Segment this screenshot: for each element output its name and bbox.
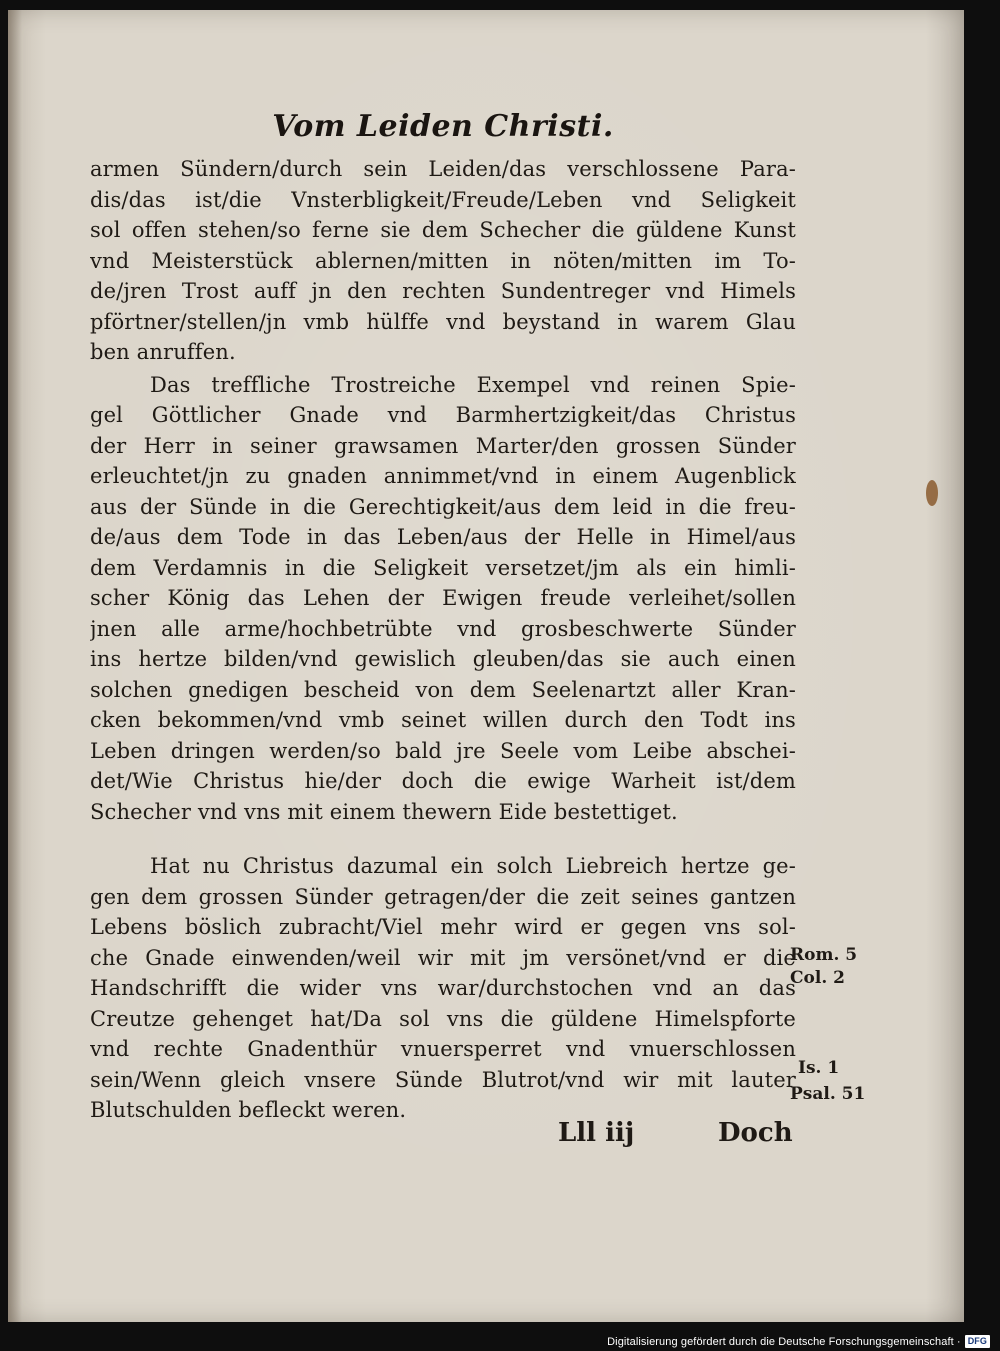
text-line: dis/das ist/die Vnsterbligkeit/Freude/Leben vnd Seligkeit — [90, 187, 796, 212]
signature-mark: Lll iij — [558, 1118, 635, 1148]
text-line: armen Sündern/durch sein Leiden/das verschlossene Para- — [90, 157, 796, 181]
text-line: de/aus dem Tode in das Leben/aus der Helle in Himel/aus — [90, 525, 796, 549]
text-line: scher König das Lehen der Ewigen freude verleihet/sollen — [90, 586, 796, 610]
text-line: ins hertze bilden/vnd gewislich gleuben/das sie auch einen — [90, 647, 796, 671]
text-line: gen dem grossen Sünder getragen/der die zeit seines gantzen — [90, 884, 796, 909]
marginal-note-psal: Psal. 51 — [790, 1084, 866, 1104]
text-line: det/Wie Christus hie/der doch die ewige Warheit ist/dem — [90, 769, 796, 793]
text-line: Das treffliche Trostreiche Exempel vnd reinen Spie- — [150, 372, 796, 397]
text-line: solchen gnedigen bescheid von dem Seelenartzt aller Kran- — [90, 677, 796, 702]
text-line: Hat nu Christus dazumal ein solch Liebreich hertze ge- — [150, 854, 796, 878]
paragraph-1 — [90, 154, 796, 368]
text-line: erleuchtet/jn zu gnaden annimmet/vnd in einem Augenblick — [90, 464, 796, 488]
text-line: Lebens böslich zubracht/Viel mehr wird er gegen vns sol- — [90, 915, 796, 939]
text-line: Creutze gehenget hat/Da sol vns die güldene Himelspforte — [90, 1006, 796, 1031]
text-line: Schecher vnd vns mit einem thewern Eide bestettiget. — [90, 799, 678, 824]
text-line: sol offen stehen/so ferne sie dem Schecher die güldene Kunst — [90, 218, 796, 242]
catchword: Doch — [718, 1118, 793, 1148]
paper-stain — [926, 480, 938, 506]
text-line: Blutschulden befleckt weren. — [90, 1098, 407, 1122]
text-line: pförtner/stellen/jn vmb hülffe vnd beystand in warem Glau — [90, 309, 796, 334]
text-line: che Gnade einwenden/weil wir mit jm versönet/vnd er die — [90, 945, 796, 970]
paragraph-2 — [90, 370, 796, 828]
running-title: Vom Leiden Christi. — [272, 109, 614, 144]
marginal-note-rom: Rom. 5 — [790, 945, 858, 965]
text-line: dem Verdamnis in die Seligkeit versetzet/jm als ein himli- — [90, 555, 796, 580]
paragraph-3 — [90, 851, 796, 1126]
text-line: Handschrifft die wider vns war/durchstochen vnd an das — [90, 976, 796, 1000]
text-line: der Herr in seiner grawsamen Marter/den grossen Sünder — [90, 433, 796, 458]
text-line: sein/Wenn gleich vnsere Sünde Blutrot/vnd wir mit lauter — [90, 1067, 796, 1092]
text-line: ben anruffen. — [90, 340, 236, 364]
credit-text: Digitalisierung gefördert durch die Deutsche Forschungsgemeinschaft · — [607, 1335, 961, 1348]
text-line: vnd Meisterstück ablernen/mitten in nöten/mitten im To- — [90, 248, 796, 273]
text-line: gel Göttlicher Gnade vnd Barmhertzigkeit/das Christus — [90, 403, 796, 427]
dfg-logo-icon: DFG — [965, 1335, 990, 1348]
text-line: vnd rechte Gnadenthür vnuersperret vnd vnuerschlossen — [90, 1037, 796, 1061]
digitization-credit — [607, 1335, 990, 1348]
main-text — [90, 110, 796, 1126]
text-line: aus der Sünde in die Gerechtigkeit/aus dem leid in die freu- — [90, 494, 796, 519]
marginal-note-is: Is. 1 — [798, 1058, 840, 1078]
marginal-note-col: Col. 2 — [790, 968, 845, 988]
page-foot — [8, 1118, 964, 1158]
text-line: de/jren Trost auff jn den rechten Sundentreger vnd Himels — [90, 279, 796, 303]
text-line: jnen alle arme/hochbetrübte vnd grosbeschwerte Sünder — [90, 616, 796, 641]
text-line: cken bekommen/vnd vmb seinet willen durch den Todt ins — [90, 708, 796, 732]
text-line: Leben dringen werden/so bald jre Seele vom Leibe abschei- — [90, 738, 796, 763]
book-page — [8, 10, 964, 1322]
